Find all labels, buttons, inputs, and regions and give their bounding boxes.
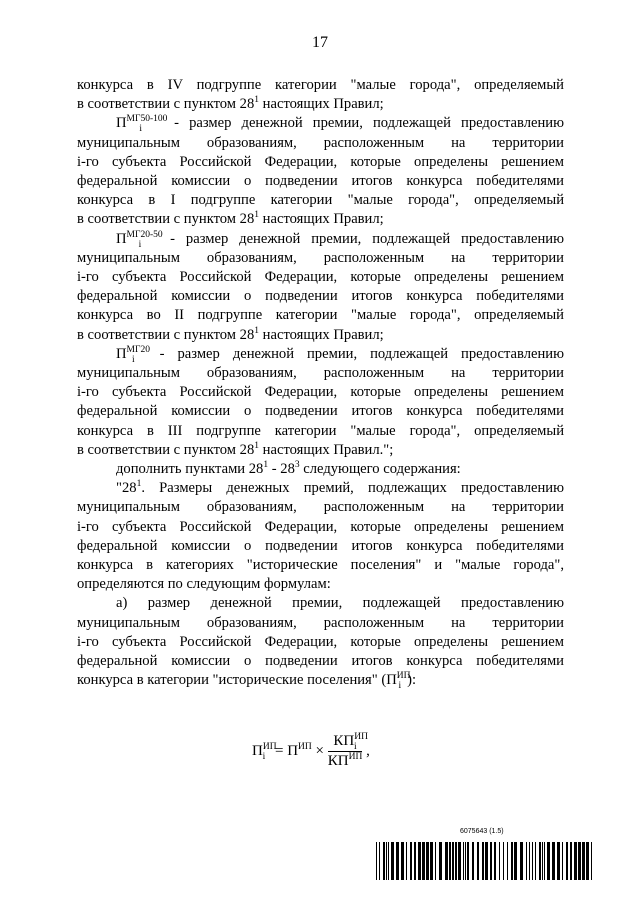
- text-line: $П^{МГ20-50}_i$ - размер денежной премии, подлежащей предоставлению: [116, 229, 564, 250]
- text-line: i-го субъекта Российской Федерации, которые определены решением: [77, 153, 564, 170]
- formula-trailing-comma: ,: [366, 742, 370, 759]
- text-line: а) размер денежной премии, подлежащей предоставлению: [116, 595, 564, 612]
- text-line: определяются по следующим формулам:: [77, 576, 331, 593]
- text-line: в соответствии с пунктом $28^1$ настоящих Правил;: [77, 95, 384, 113]
- text-line: конкурса в IV подгруппе категории "малые города", определяемый: [77, 77, 564, 93]
- text-line: федеральной комиссии о подведении итогов конкурса победителями: [77, 288, 564, 305]
- text-line: конкурса в I подгруппе категории "малые города", определяемый: [77, 192, 564, 209]
- symbol-pi-mg20: $П^{МГ20}_i$: [116, 344, 150, 365]
- barcode: [376, 842, 592, 880]
- text-line: конкурса во II подгруппе категории "малые города", определяемый: [77, 307, 564, 324]
- text-line: конкурса в категориях "исторические поселения" и "малые города",: [77, 557, 564, 574]
- text-line: муниципальным образованиям, расположенным на территории: [77, 134, 564, 151]
- symbol-pi-mg20-50: $П^{МГ20-50}_i$: [116, 229, 163, 250]
- text-line: федеральной комиссии о подведении итогов конкурса победителями: [77, 537, 564, 554]
- text-line: конкурса в III подгруппе категории "малые города", определяемый: [77, 422, 564, 439]
- formula-denominator: $КП^{ИП}$: [327, 752, 363, 769]
- text-line: в соответствии с пунктом $28^1$ настоящих Правил;: [77, 210, 384, 228]
- text-line: i-го субъекта Российской Федерации, которые определены решением: [77, 269, 564, 286]
- text-line: i-го субъекта Российской Федерации, которые определены решением: [77, 384, 564, 401]
- text-line: $П^{МГ20}_i$ - размер денежной премии, подлежащей предоставлению: [116, 344, 564, 365]
- text-line: муниципальным образованиям, расположенным на территории: [77, 249, 564, 266]
- barcode-code: 6075643 (1.5): [460, 828, 504, 835]
- formula-fraction: [327, 732, 368, 770]
- symbol-pi-ip: $П^{ИП}_i$: [386, 671, 411, 692]
- text-line: федеральной комиссии о подведении итогов конкурса победителями: [77, 403, 564, 420]
- text-line: в соответствии с пунктом $28^1$ настоящих Правил;: [77, 325, 384, 343]
- document-body: [77, 76, 564, 691]
- text-line: i-го субъекта Российской Федерации, которые определены решением: [77, 518, 564, 535]
- text-line: конкурса в категории "исторические поселения" ($П^{ИП}_i$ ):: [77, 671, 417, 692]
- formula-times: ×: [315, 742, 324, 759]
- formula-rhs: $П^{ИП}$: [287, 741, 312, 759]
- formula-equals: =: [274, 742, 284, 759]
- text-line: муниципальным образованиям, расположенным на территории: [77, 614, 564, 631]
- formula-numerator: $КП^{ИП}_i$: [328, 733, 363, 752]
- text-line: муниципальным образованиям, расположенным на территории: [77, 365, 564, 382]
- formula-lhs: $П^{ИП}_i$: [252, 741, 277, 762]
- text-line: $П^{МГ50-100}_i$ - размер денежной премии, подлежащей предоставлению: [116, 114, 564, 135]
- text-line: муниципальным образованиям, расположенным на территории: [77, 499, 564, 516]
- text-line: "$28^1$. Размеры денежных премий, подлежащих предоставлению: [116, 479, 564, 497]
- text-line: федеральной комиссии о подведении итогов конкурса победителями: [77, 653, 564, 670]
- text-line: i-го субъекта Российской Федерации, которые определены решением: [77, 633, 564, 650]
- page-number: 17: [312, 34, 328, 51]
- text-line: федеральной комиссии о подведении итогов конкурса победителями: [77, 173, 564, 190]
- text-line: дополнить пунктами $28^1 - 28^3$ следующего содержания:: [116, 460, 461, 478]
- symbol-pi-mg50-100: $П^{МГ50-100}_i$: [116, 114, 168, 135]
- text-line: в соответствии с пунктом $28^1$ настоящих Правил.";: [77, 441, 394, 458]
- formula: [252, 733, 370, 770]
